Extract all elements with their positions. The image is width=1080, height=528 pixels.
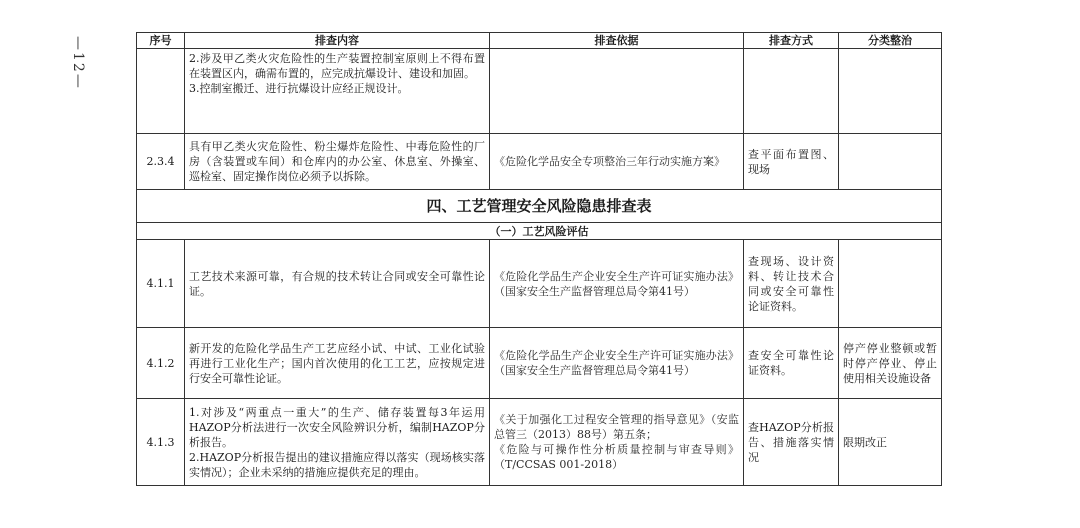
page-number: —12— (70, 36, 86, 90)
row-basis: 《危险化学品生产企业安全生产许可证实施办法》（国家安全生产监督管理总局令第41号） (490, 328, 744, 399)
row-no: 2.3.4 (137, 134, 185, 190)
row-method (744, 49, 839, 134)
row-no: 4.1.2 (137, 328, 185, 399)
table-row (137, 49, 942, 134)
row-method: 查安全可靠性论证资料。 (744, 328, 839, 399)
row-content: 工艺技术来源可靠，有合规的技术转让合同或安全可靠性论证。 (185, 240, 490, 328)
row-content: 2.涉及甲乙类火灾危险性的生产装置控制室原则上不得布置在装置区内，确需布置的，应完成抗爆设计、建设和加固。 3.控制室搬迁、进行抗爆设计应经正规设计。 (185, 49, 490, 134)
header-action: 分类整治 (839, 33, 942, 49)
table-row (137, 328, 942, 399)
table-header-row (137, 33, 942, 49)
row-content: 1.对涉及“两重点一重大”的生产、储存装置每3年运用HAZOP分析法进行一次安全风险辨识分析，编制HAZOP分析报告。 2.HAZOP分析报告提出的建议措施应得以落实（现场核实落实情况）；企业未采纳的措施应提供充足的理由。 (185, 399, 490, 486)
row-method: 查HAZOP分析报告、措施落实情况 (744, 399, 839, 486)
row-no (137, 49, 185, 134)
header-content: 排查内容 (185, 33, 490, 49)
row-action (839, 49, 942, 134)
row-content: 具有甲乙类火灾危险性、粉尘爆炸危险性、中毒危险性的厂房（含装置或车间）和仓库内的办公室、休息室、外操室、巡检室、固定操作岗位必须予以拆除。 (185, 134, 490, 190)
row-basis (490, 49, 744, 134)
section-title-row (137, 190, 942, 223)
row-no: 4.1.3 (137, 399, 185, 486)
header-no: 序号 (137, 33, 185, 49)
row-no: 4.1.1 (137, 240, 185, 328)
header-basis: 排查依据 (490, 33, 744, 49)
table-row (137, 399, 942, 486)
row-action: 停产停业整顿或暂时停产停业、停止使用相关设施设备 (839, 328, 942, 399)
row-action: 限期改正 (839, 399, 942, 486)
row-basis: 《关于加强化工过程安全管理的指导意见》（安监总管三（2013）88号）第五条； 《危险与可操作性分析质量控制与审查导则》（T/CCSAS 001-2018） (490, 399, 744, 486)
subsection-title: （一）工艺风险评估 (137, 223, 942, 240)
table-row (137, 240, 942, 328)
row-basis: 《危险化学品生产企业安全生产许可证实施办法》（国家安全生产监督管理总局令第41号） (490, 240, 744, 328)
inspection-table (136, 32, 942, 486)
row-method: 查平面布置图、现场 (744, 134, 839, 190)
row-content: 新开发的危险化学品生产工艺应经小试、中试、工业化试验再进行工业化生产；国内首次使用的化工工艺，应按规定进行安全可靠性论证。 (185, 328, 490, 399)
header-method: 排查方式 (744, 33, 839, 49)
row-method: 查现场、设计资料、转让技术合同或安全可靠性论证资料。 (744, 240, 839, 328)
section-title: 四、工艺管理安全风险隐患排查表 (137, 190, 942, 223)
row-action (839, 240, 942, 328)
row-basis: 《危险化学品安全专项整治三年行动实施方案》 (490, 134, 744, 190)
subsection-title-row (137, 223, 942, 240)
table-row (137, 134, 942, 190)
row-action (839, 134, 942, 190)
